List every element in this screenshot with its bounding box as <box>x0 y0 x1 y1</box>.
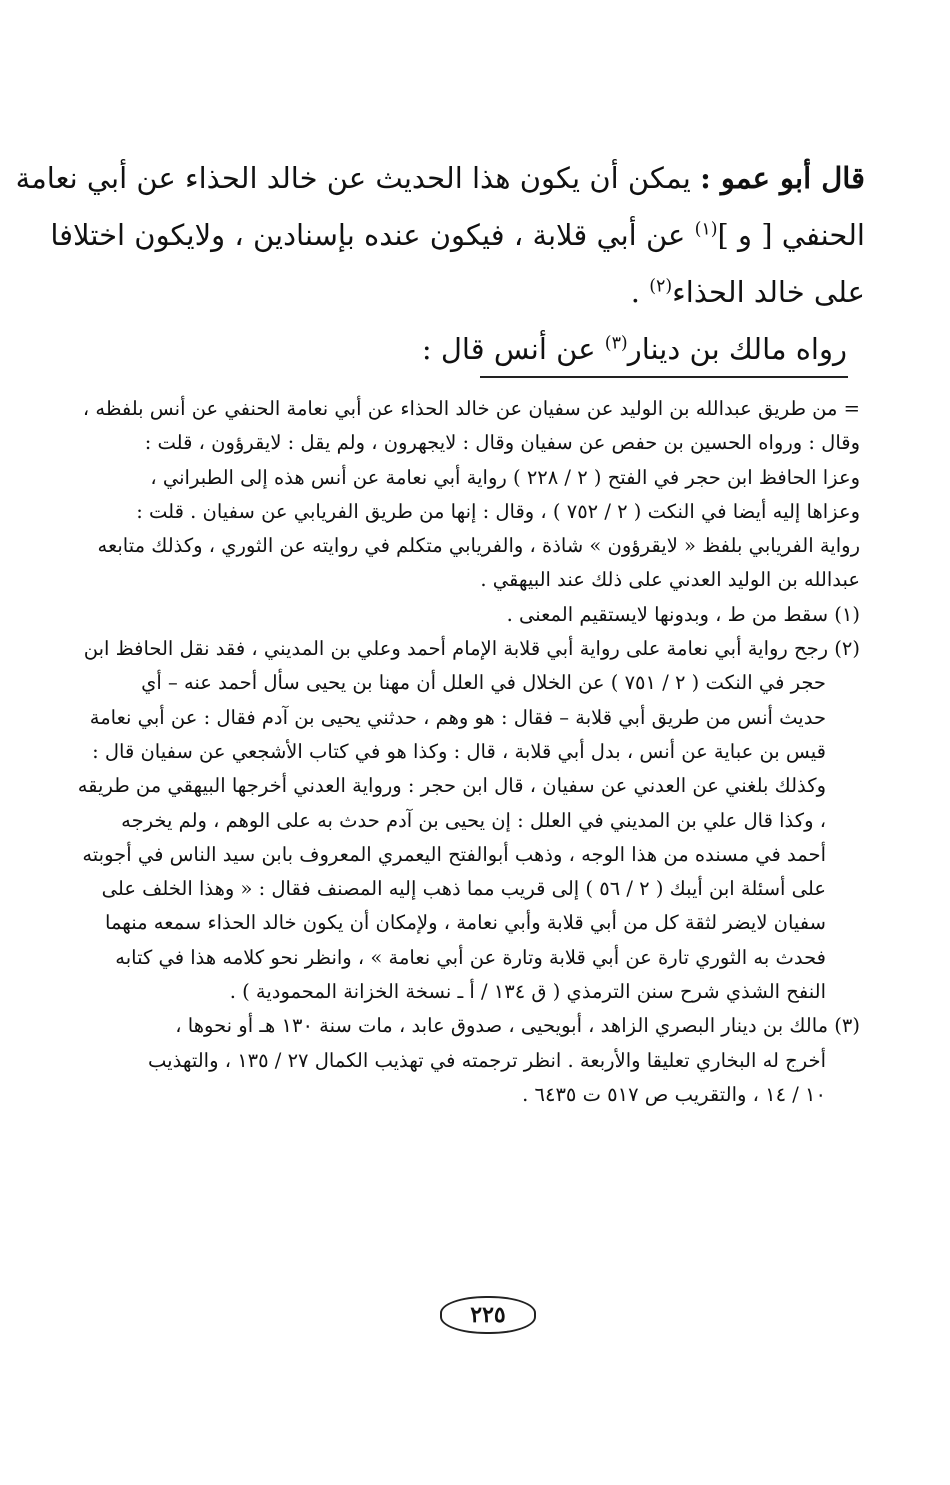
footnote-line: وعزا الحافظ ابن حجر في الفتح ( ٢ / ٢٢٨ ) رواية أبي نعامة عن أنس هذه إلى الطبراني ، <box>150 465 860 489</box>
main-text-segment: الحنفي [ و ] <box>717 218 865 252</box>
main-text-line <box>50 207 865 264</box>
main-text-segment: عن أنس قال : <box>421 332 596 366</box>
footnote-line: (٢) رجح رواية أبي نعامة على رواية أبي قلابة الإمام أحمد وعلي بن المديني ، فقد نقل الحافظ ابن <box>83 637 860 661</box>
main-text-segment: . <box>630 275 640 309</box>
footnote-line: وقال : ورواه الحسين بن حفص عن سفيان وقال : لايجهرون ، ولم يقل : لايقرؤون ، قلت : <box>144 431 860 455</box>
main-text-segment: يمكن أن يكون هذا الحديث عن خالد الحذاء عن أبي نعامة <box>15 161 691 195</box>
footnote-line: على أسئلة ابن أيبك ( ٢ / ٥٦ ) إلى قريب مما ذهب إليه المصنف فقال : « وهذا الخلف على <box>101 877 826 901</box>
speaker-label: قال أبو عمو : <box>700 161 865 195</box>
footnote-line: سفيان لايضر لثقة كل من أبي قلابة وأبي نعامة ، ولإمكان أن يكون خالد الحذاء سمعه منهما <box>105 911 826 935</box>
footnote-line: (٣) مالك بن دينار البصري الزاهد ، أبويحيى ، صدوق عابد ، مات سنة ١٣٠ هـ أو نحوها ، <box>175 1014 860 1038</box>
footnote-line: = من طريق عبدالله بن الوليد عن سفيان عن خالد الحذاء عن أبي نعامة الحنفي عن أنس بلفظه ، <box>82 397 860 420</box>
footnote-line: النفح الشذي شرح سنن الترمذي ( ق ١٣٤ / أ ـ نسخة الخزانة المحمودية ) . <box>229 980 826 1004</box>
main-text <box>15 150 865 378</box>
footnote-line: أخرج له البخاري تعليقا والأربعة . انظر ترجمته في تهذيب الكمال ٢٧ / ١٣٥ ، والتهذيب <box>148 1048 826 1072</box>
main-text-segment: رواه مالك بن دينار <box>627 332 847 366</box>
footnotes <box>77 392 860 1112</box>
footnote-line: حجر في النكت ( ٢ / ٧٥١ ) عن الخلال في العلل أن مهنا بن يحيى سأل أحمد عنه – أي <box>141 671 826 695</box>
footnote-line: فحدث به الثوري تارة عن أبي قلابة وتارة عن أبي نعامة » ، وانظر نحو كلامه هذا في كتابه <box>115 945 826 969</box>
footnote-line: حديث أنس من طريق أبي قلابة – فقال : هو وهم ، حدثني يحيى بن آدم فقال : عن أبي نعامة <box>89 705 826 729</box>
footnote-line: ، وكذا قال علي بن المديني في العلل : إن يحيى بن آدم حدث به على الوهم ، ولم يخرجه <box>121 808 826 832</box>
main-text-segment: على خالد الحذاء <box>672 275 865 309</box>
main-text-line <box>15 150 865 207</box>
footnote-line: عبدالله بن الوليد العدني على ذلك عند البيهقي . <box>480 568 860 592</box>
footnote-divider <box>480 376 848 378</box>
footnote-line: وعزاها إليه أيضا في النكت ( ٢ / ٧٥٢ ) ، وقال : إنها من طريق الفريابي عن سفيان . قلت : <box>136 499 860 523</box>
footnote-line: ١٠ / ١٤ ، والتقريب ص ٥١٧ ت ٦٤٣٥ . <box>522 1082 826 1106</box>
main-text-line <box>130 264 865 321</box>
main-text-segment: عن أبي قلابة ، فيكون عنده بإسنادين ، ولايكون اختلافا <box>50 218 686 252</box>
footnote-line: أحمد في مسنده من هذا الوجه ، وذهب أبوالفتح اليعمري المعروف بابن سيد الناس في أجوبته <box>82 842 826 866</box>
footnote-line: رواية الفريابي بلفظ « لايقرؤون » شاذة ، والفريابي متكلم في روايته عن الثوري ، وكذلك متابعه <box>97 534 860 558</box>
main-text-line <box>130 321 865 378</box>
footnote-ref: (٢) <box>649 276 673 297</box>
footnote-ref: (٣) <box>604 333 628 354</box>
page-number-label: ٢٢٥ <box>470 1302 506 1328</box>
footnote-line: قيس بن عباية عن أنس ، بدل أبي قلابة ، قال : وكذا هو في كتاب الأشجعي عن سفيان قال : <box>92 739 826 763</box>
footnote-ref: (١) <box>694 219 718 240</box>
page-number <box>440 1296 536 1334</box>
footnote-line: (١) سقط من ط ، وبدونها لايستقيم المعنى . <box>506 602 860 626</box>
footnote-line: وكذلك بلغني عن العدني عن سفيان ، قال ابن حجر : ورواية العدني أخرجها البيهقي من طريقه <box>77 774 826 798</box>
